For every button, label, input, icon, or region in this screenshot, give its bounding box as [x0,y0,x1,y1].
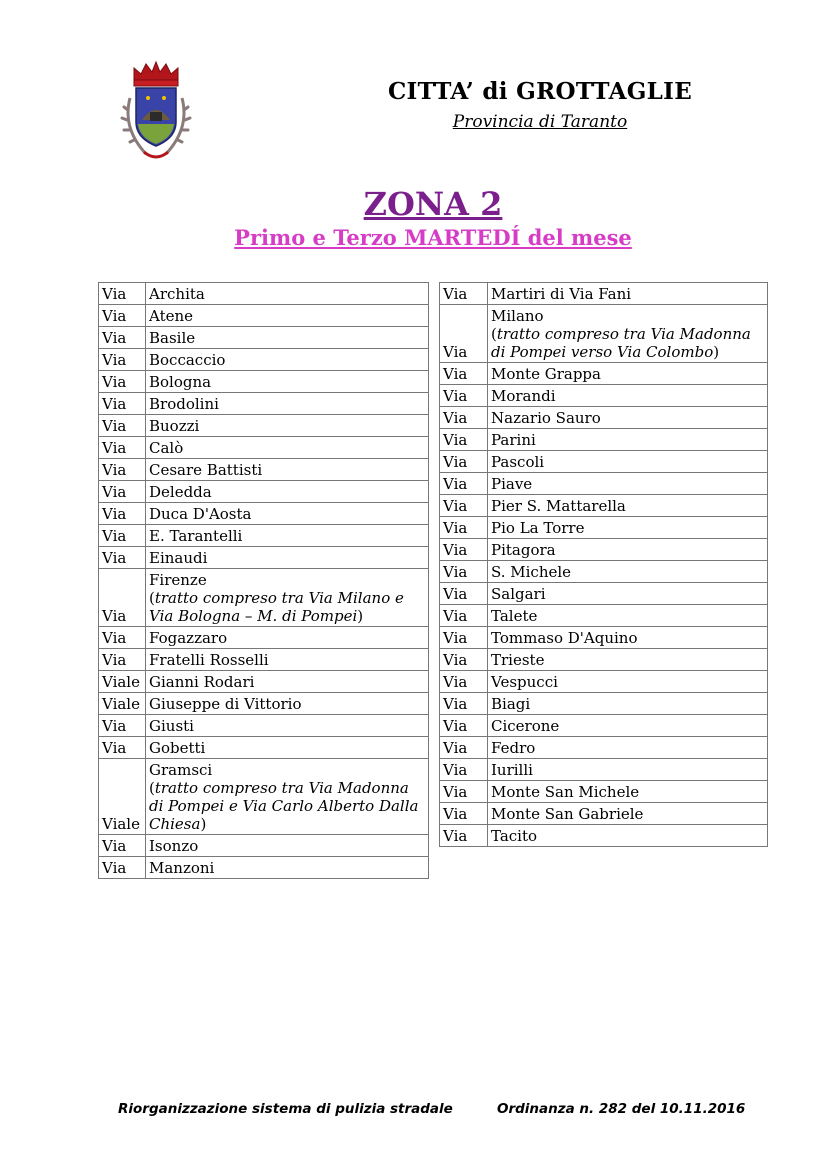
street-name-cell [146,569,429,627]
street-segment-note: tratto compreso tra Via Milano e Via Bologna – M. di Pompei [149,589,404,625]
table-row [440,781,768,803]
note-close-paren: ) [200,815,207,833]
street-name-cell [488,385,768,407]
street-name-cell [488,407,768,429]
table-row [440,407,768,429]
street-name: Trieste [491,651,545,669]
zone-title: ZONA 2 [363,185,503,223]
note-close-paren: ) [357,607,364,625]
street-name: Tommaso D'Aquino [491,629,638,647]
street-name: Deledda [149,483,212,501]
table-row [440,495,768,517]
street-name: Nazario Sauro [491,409,601,427]
table-row [440,649,768,671]
street-type: Viale [99,759,146,835]
street-name-cell [488,803,768,825]
street-type: Via [440,283,488,305]
table-row [99,371,429,393]
table-row [440,451,768,473]
street-name-cell [488,539,768,561]
street-type: Via [440,781,488,803]
street-name-cell [488,363,768,385]
streets-table-right [439,282,768,847]
street-type: Via [99,627,146,649]
footer-ordinance: Ordinanza n. 282 del 10.11.2016 [497,1101,746,1117]
street-type: Via [440,825,488,847]
street-name-cell [488,759,768,781]
street-name: Archita [149,285,205,303]
table-row [440,825,768,847]
street-type: Via [99,415,146,437]
street-type: Via [99,305,146,327]
table-row [99,671,429,693]
street-name-cell [146,835,429,857]
street-name-cell [146,393,429,415]
street-name-cell [488,781,768,803]
street-type: Via [440,671,488,693]
street-name: Duca D'Aosta [149,505,252,523]
street-name-cell [488,715,768,737]
table-row [440,671,768,693]
street-type: Via [440,495,488,517]
street-name-cell [488,429,768,451]
street-name-cell [146,649,429,671]
street-name-cell [488,627,768,649]
street-name-cell [488,649,768,671]
street-name-cell [146,327,429,349]
table-row [99,393,429,415]
street-type: Via [440,407,488,429]
street-type: Via [440,539,488,561]
street-type: Via [440,363,488,385]
street-name-cell [146,627,429,649]
street-name: Basile [149,329,196,347]
street-segment-note: tratto compreso tra Via Madonna di Pompei verso Via Colombo [491,325,751,361]
street-type: Via [99,547,146,569]
table-row [440,363,768,385]
street-type: Via [99,349,146,371]
table-row [99,547,429,569]
street-type: Via [99,857,146,879]
table-row [440,737,768,759]
table-row [440,283,768,305]
street-name: Vespucci [491,673,558,691]
table-row [99,503,429,525]
street-name: Fedro [491,739,536,757]
table-row [440,561,768,583]
table-row [99,305,429,327]
province-subtitle: Provincia di Taranto [452,112,628,132]
street-name-cell [146,305,429,327]
table-row [440,693,768,715]
street-type: Viale [99,693,146,715]
street-name: Salgari [491,585,546,603]
street-name: S. Michele [491,563,572,581]
street-name-cell [488,583,768,605]
street-name-cell [488,561,768,583]
table-row [440,305,768,363]
street-name-cell [488,737,768,759]
table-row [99,415,429,437]
table-row [440,473,768,495]
street-name-cell [146,759,429,835]
street-type: Via [99,283,146,305]
street-type: Via [440,473,488,495]
table-row [99,349,429,371]
street-name-cell [146,857,429,879]
street-type: Via [99,393,146,415]
street-name: Martiri di Via Fani [491,285,632,303]
street-name: Milano [491,307,544,325]
street-type: Via [99,525,146,547]
street-name: Monte San Gabriele [491,805,644,823]
street-name-cell [488,451,768,473]
street-name-cell [488,473,768,495]
street-name-cell [146,371,429,393]
street-name: Giusti [149,717,194,735]
table-row [440,429,768,451]
table-row [99,759,429,835]
table-row [440,759,768,781]
street-type: Via [440,385,488,407]
street-name: Iurilli [491,761,533,779]
street-name: Gobetti [149,739,206,757]
note-close-paren: ) [713,343,720,361]
table-row [99,459,429,481]
table-row [440,385,768,407]
street-name-cell [488,693,768,715]
street-type: Via [99,371,146,393]
street-name: Calò [149,439,184,457]
street-name: Manzoni [149,859,215,877]
street-name-cell [146,415,429,437]
table-row [440,583,768,605]
street-name-cell [146,737,429,759]
street-name: Cicerone [491,717,560,735]
street-name: E. Tarantelli [149,527,243,545]
street-name: Talete [491,607,538,625]
street-name: Cesare Battisti [149,461,263,479]
street-name: Biagi [491,695,531,713]
street-type: Via [99,737,146,759]
street-type: Via [440,803,488,825]
street-name: Pascoli [491,453,545,471]
street-type: Via [440,649,488,671]
street-name: Gramsci [149,761,213,779]
note-open-paren: ( [149,779,155,797]
street-name-cell [488,605,768,627]
table-row [99,715,429,737]
street-name-cell [488,305,768,363]
zone-schedule: Primo e Terzo MARTEDÍ del mese [234,225,632,250]
street-name: Monte San Michele [491,783,640,801]
street-name-cell [146,349,429,371]
table-row [99,569,429,627]
street-type: Via [440,429,488,451]
street-name-cell [146,283,429,305]
street-name-cell [146,459,429,481]
street-type: Via [440,451,488,473]
street-name-cell [146,525,429,547]
table-row [99,857,429,879]
note-open-paren: ( [149,589,155,607]
street-name: Boccaccio [149,351,226,369]
table-row [99,283,429,305]
street-name: Firenze [149,571,207,589]
street-type: Via [99,715,146,737]
street-name-cell [488,283,768,305]
street-type: Via [440,693,488,715]
street-name: Tacito [491,827,538,845]
street-name: Atene [149,307,194,325]
street-name-cell [146,693,429,715]
table-row [99,835,429,857]
street-type: Via [99,481,146,503]
table-row [440,803,768,825]
table-row [99,693,429,715]
table-row [99,481,429,503]
street-name: Brodolini [149,395,219,413]
street-type: Via [99,459,146,481]
street-segment-note: tratto compreso tra Via Madonna di Pompei e Via Carlo Alberto Dalla Chiesa [149,779,419,833]
street-name-cell [488,671,768,693]
street-name: Monte Grappa [491,365,601,383]
street-name: Parini [491,431,536,449]
street-name: Bologna [149,373,212,391]
table-row [440,517,768,539]
street-type: Via [440,715,488,737]
street-name: Pitagora [491,541,556,559]
street-type: Viale [99,671,146,693]
street-name-cell [146,547,429,569]
street-name: Gianni Rodari [149,673,255,691]
street-type: Via [440,583,488,605]
street-type: Via [440,517,488,539]
street-name-cell [146,503,429,525]
street-name-cell [146,671,429,693]
table-row [99,627,429,649]
street-type: Via [99,327,146,349]
street-type: Via [440,561,488,583]
street-name-cell [146,481,429,503]
street-name-cell [146,437,429,459]
street-name-cell [488,495,768,517]
street-type: Via [440,737,488,759]
street-type: Via [99,649,146,671]
street-name-cell [488,517,768,539]
note-open-paren: ( [491,325,497,343]
table-row [99,437,429,459]
table-row [99,737,429,759]
street-name: Fogazzaro [149,629,228,647]
footer-subject: Riorganizzazione sistema di pulizia stradale [118,1101,453,1117]
street-name: Fratelli Rosselli [149,651,269,669]
street-type: Via [440,627,488,649]
table-row [99,525,429,547]
table-row [440,715,768,737]
street-type: Via [440,605,488,627]
street-type: Via [99,569,146,627]
street-type: Via [440,305,488,363]
street-name: Einaudi [149,549,208,567]
street-name: Isonzo [149,837,199,855]
city-title: CITTA’ di GROTTAGLIE [387,78,693,105]
street-name-cell [488,825,768,847]
table-row [99,649,429,671]
street-type: Via [99,835,146,857]
street-name: Pier S. Mattarella [491,497,626,515]
street-name: Pio La Torre [491,519,585,537]
street-type: Via [99,503,146,525]
street-name: Morandi [491,387,556,405]
city-crest-icon [116,58,196,166]
street-name-cell [146,715,429,737]
street-type: Via [99,437,146,459]
table-row [440,627,768,649]
streets-table-left [98,282,429,879]
table-row [440,539,768,561]
street-name: Buozzi [149,417,200,435]
street-name: Piave [491,475,533,493]
street-name: Giuseppe di Vittorio [149,695,302,713]
table-row [440,605,768,627]
table-row [99,327,429,349]
street-type: Via [440,759,488,781]
